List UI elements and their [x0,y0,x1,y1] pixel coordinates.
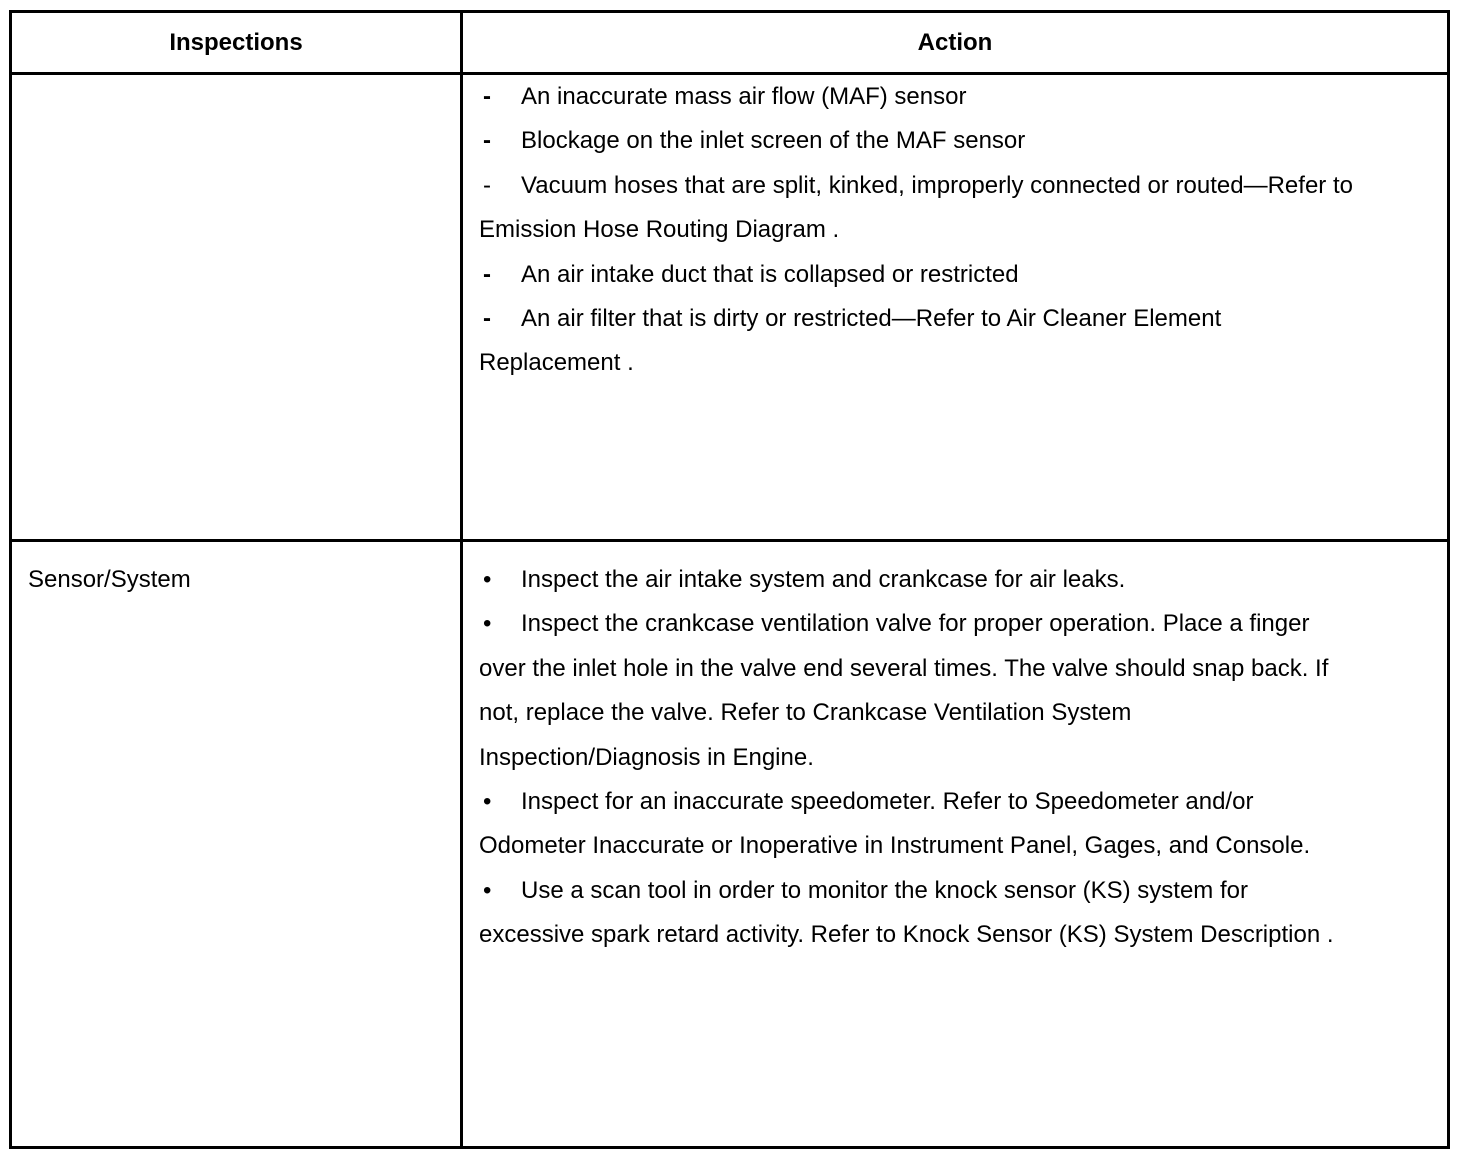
inspection-table-container [9,10,1447,1134]
action-list-item [479,297,1357,386]
dash-marker: - [483,260,491,288]
action-item-text: Vacuum hoses that are split, kinked, improperly connected or routed—Refer to Emission Hose Routing Diagram . [479,171,1353,244]
action-list-item [479,780,1357,869]
dash-marker: - [483,83,491,110]
action-list-item [479,119,1357,163]
bullet-marker: • [483,610,492,638]
dash-marker: - [483,305,491,333]
action-list-item [479,75,1357,119]
action-item-text: Inspect for an inaccurate speedometer. Refer to Speedometer and/or Odometer Inaccurate or Inoperative in Instrument Panel, Gages, and Console. [479,788,1311,860]
table-row [11,74,1449,541]
dash-marker: - [483,127,491,155]
action-cell [462,541,1449,1148]
table-header-row [11,12,1449,74]
inspections-column-header: Inspections [11,12,462,74]
action-column-header: Action [462,12,1449,74]
action-item-text: Use a scan tool in order to monitor the knock sensor (KS) system for excessive spark retard activity. Refer to Knock Sensor (KS) System Description . [479,876,1334,949]
action-item-text: An inaccurate mass air flow (MAF) sensor [521,83,967,110]
action-list-item [479,558,1357,602]
bullet-marker: • [483,788,492,816]
action-list-item [479,253,1357,297]
action-list-item [479,164,1357,253]
action-item-text: Inspect the crankcase ventilation valve for proper operation. Place a finger over the inlet hole in the valve end several times. The valve should snap back. If not, replace the valve. Refer to Crankcase Ventilation System Inspection/Diagnosis in Engine. [479,610,1329,771]
action-item-text: An air filter that is dirty or restricted—Refer to Air Cleaner Element Replacement . [479,305,1222,377]
table-row [11,541,1449,1148]
dash-marker: - [483,171,491,199]
bullet-marker: • [483,876,492,904]
action-item-text: Blockage on the inlet screen of the MAF sensor [521,127,1026,155]
action-cell [462,74,1449,541]
action-item-text: An air intake duct that is collapsed or restricted [521,260,1019,288]
bullet-marker: • [483,566,492,593]
inspection-cell [11,74,462,541]
action-list-item [479,602,1357,780]
action-item-text: Inspect the air intake system and crankcase for air leaks. [521,566,1126,593]
inspection-cell: Sensor/System [11,541,462,1148]
inspection-action-table [9,10,1450,1149]
action-list-item [479,869,1357,958]
